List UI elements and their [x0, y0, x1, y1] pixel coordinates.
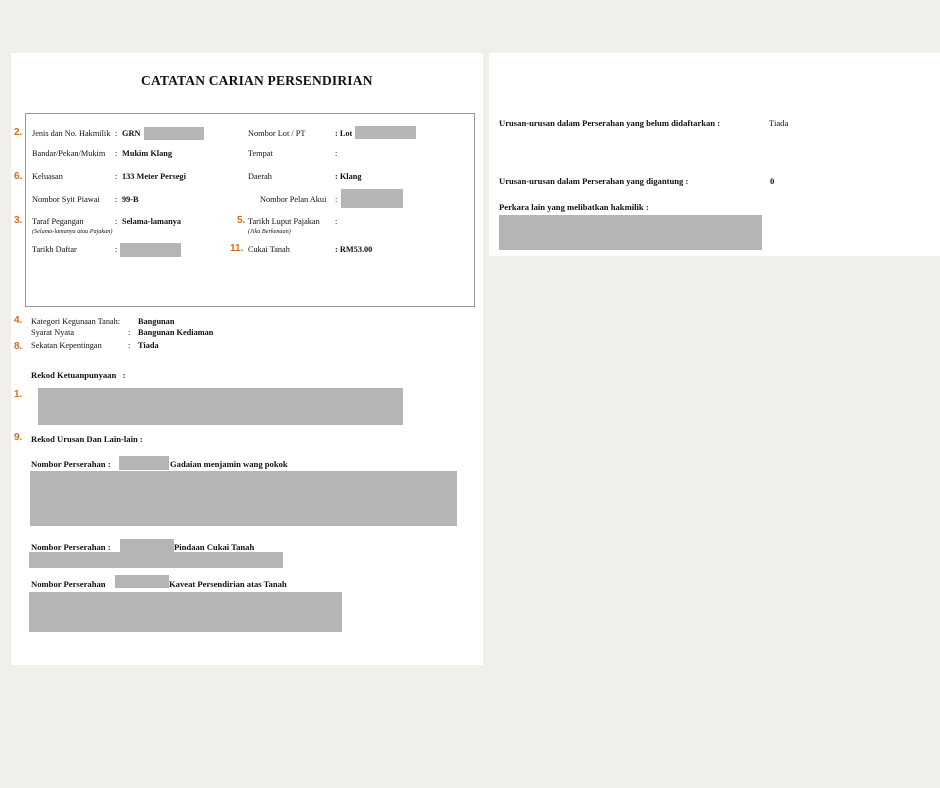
keluasan-label: Keluasan [32, 172, 63, 181]
redacted-perserahan-2-details [29, 552, 283, 568]
jenis-colon: : [115, 129, 118, 138]
cukai-colon: : [335, 245, 340, 254]
cukai-label: Cukai Tanah [248, 245, 290, 254]
marker-5: 5. [237, 215, 246, 226]
perserahan-2-label: Nombor Perserahan : [31, 542, 111, 552]
redacted-owner-record [38, 388, 403, 425]
belum-didaftarkan-value: Tiada [769, 118, 789, 128]
lot-label: Nombor Lot / PT [248, 129, 306, 138]
marker-2: 2. [14, 127, 23, 138]
jenis-value: GRN [122, 129, 141, 138]
syit-colon: : [115, 195, 118, 204]
luput-sublabel: (Jika Berkenaan) [248, 228, 291, 235]
marker-4: 4. [14, 315, 23, 326]
sekatan-value: Tiada [138, 341, 159, 350]
redacted-perserahan-1-number [119, 456, 169, 470]
cukai-value-line [335, 245, 372, 254]
tempat-colon: : [335, 149, 338, 158]
redacted-perserahan-3-number [115, 575, 169, 588]
perserahan-3-label: Nombor Perserahan [31, 579, 106, 589]
sekatan-label: Sekatan Kepentingan [31, 341, 102, 350]
redacted-plan-number [341, 189, 403, 208]
marker-1: 1. [14, 389, 23, 400]
perserahan-1-desc: Gadaian menjamin wang pokok [170, 459, 288, 469]
syit-value: 99-B [122, 195, 139, 204]
right-document-page [489, 53, 940, 256]
digantung-value: 0 [770, 176, 775, 186]
lot-value: Lot [339, 129, 353, 138]
perserahan-1-label: Nombor Perserahan : [31, 459, 111, 469]
redacted-lot-number [355, 126, 416, 139]
daerah-value-line [335, 172, 362, 181]
marker-9: 9. [14, 432, 23, 443]
redacted-perserahan-1-details [30, 471, 457, 526]
title-details-box [25, 113, 475, 307]
kategori-label: Kategori Kegunaan Tanah: [31, 317, 121, 326]
document-title: CATATAN CARIAN PERSENDIRIAN [141, 73, 373, 88]
perserahan-2-desc: Pindaan Cukai Tanah [174, 542, 255, 552]
jenis-label: Jenis dan No. Hakmilik [32, 129, 111, 138]
ketuanpunyaan-colon: : [122, 370, 126, 380]
bandar-colon: : [115, 149, 118, 158]
cukai-value: RM53.00 [339, 245, 373, 254]
taraf-sublabel: (Selama-lamanya atau Pajakan) [32, 228, 113, 235]
redacted-registration-date [120, 243, 181, 257]
luput-colon: : [335, 217, 338, 226]
pelan-label: Nombor Pelan Akui [260, 195, 327, 204]
redacted-perserahan-2-number [120, 539, 174, 552]
pelan-colon: : [335, 195, 338, 204]
taraf-colon: : [115, 217, 118, 226]
marker-3: 3. [14, 215, 23, 226]
digantung-label: Urusan-urusan dalam Perserahan yang digantung : [499, 176, 689, 186]
perserahan-3-desc: Kaveat Persendirian atas Tanah [169, 579, 287, 589]
syit-label: Nombor Syit Piawai [32, 195, 100, 204]
belum-didaftarkan-label: Urusan-urusan dalam Perserahan yang belum didaftarkan : [499, 118, 721, 128]
daftar-label: Tarikh Daftar [32, 245, 77, 254]
marker-6: 6. [14, 171, 23, 182]
marker-11: 11. [230, 243, 244, 254]
syarat-colon: : [128, 328, 131, 337]
keluasan-value: 133 Meter Persegi [122, 172, 186, 181]
daerah-label: Daerah [248, 172, 272, 181]
bandar-value: Mukim Klang [122, 149, 173, 158]
ketuanpunyaan-heading [31, 370, 126, 380]
lot-colon: : [335, 129, 340, 138]
ketuanpunyaan-label: Rekod Ketuanpunyaan [31, 370, 117, 380]
syarat-value: Bangunan Kediaman [138, 328, 214, 337]
redacted-title-number [144, 127, 204, 140]
urusan-heading: Rekod Urusan Dan Lain-lain : [31, 434, 143, 444]
taraf-label: Taraf Pegangan [32, 217, 84, 226]
daerah-colon: : [335, 172, 340, 181]
tempat-label: Tempat [248, 149, 273, 158]
daftar-colon: : [115, 245, 118, 254]
sekatan-colon: : [128, 341, 131, 350]
redacted-perserahan-3-details [29, 592, 342, 632]
bandar-label: Bandar/Pekan/Mukim [32, 149, 106, 158]
syarat-label: Syarat Nyata [31, 328, 75, 337]
redacted-perkara-lain-details [499, 215, 762, 250]
luput-label: Tarikh Luput Pajakan [248, 217, 320, 226]
left-document-page [11, 53, 483, 665]
taraf-value: Selama-lamanya [122, 217, 181, 226]
perkara-lain-label: Perkara lain yang melibatkan hakmilik : [499, 202, 649, 212]
marker-8: 8. [14, 341, 23, 352]
lot-value-prefix [335, 129, 352, 138]
keluasan-colon: : [115, 172, 118, 181]
daerah-value: Klang [339, 172, 362, 181]
kategori-value: Bangunan [138, 317, 175, 326]
